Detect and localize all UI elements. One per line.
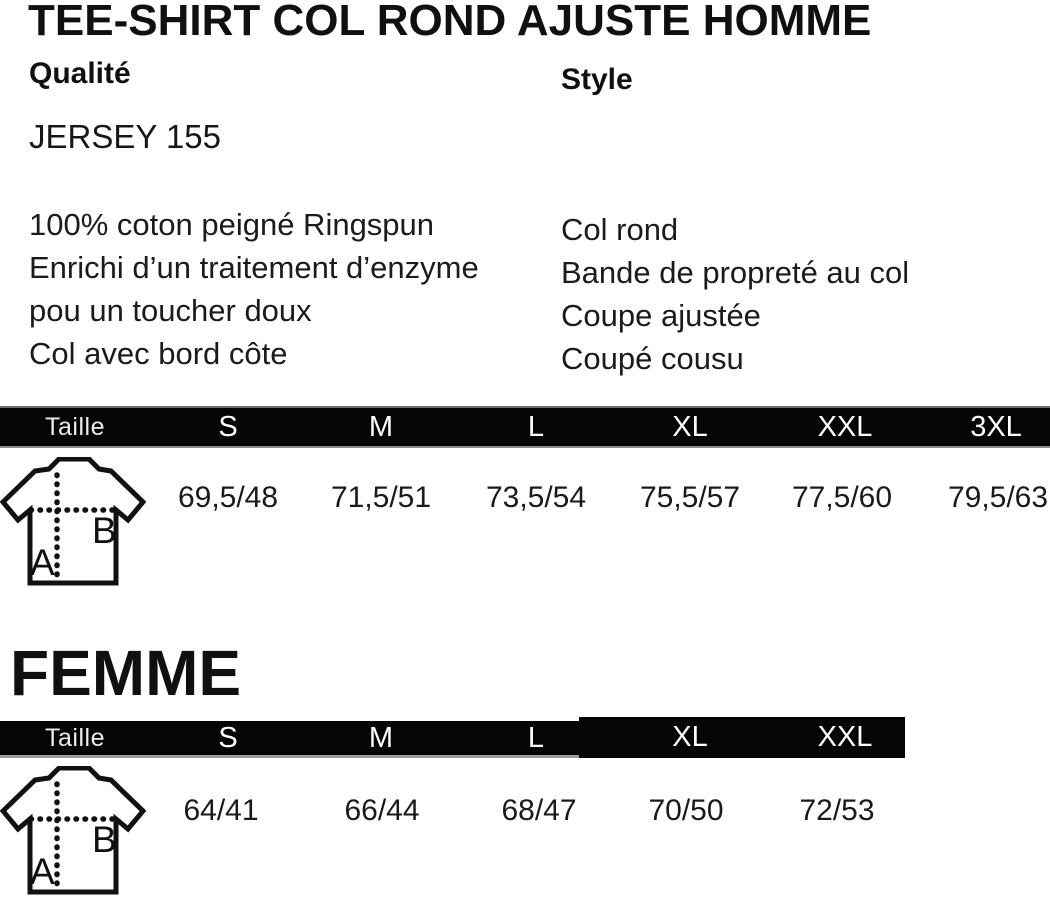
men-size-3xl: 3XL [970,410,1022,443]
quality-heading: Qualité [29,57,131,90]
length-label: A [30,542,55,583]
style-line-2: Bande de propreté au col [561,255,910,290]
women-measure-xl: 70/50 [648,794,724,827]
men-measure-l: 73,5/54 [485,481,587,514]
style-details [561,208,909,380]
fabric-name: JERSEY 155 [29,118,222,155]
men-size-s: S [218,410,238,443]
style-line-4: Coupé cousu [561,341,744,376]
quality-line-1: 100% coton peigné Ringspun [29,207,435,242]
women-size-table-header-left [0,721,579,758]
women-measure-l: 68/47 [501,794,577,827]
men-measure-3xl: 79,5/63 [947,481,1049,514]
quality-details [29,203,479,375]
men-measure-s: 69,5/48 [177,481,279,514]
quality-line-4: Col avec bord côte [29,336,288,371]
tshirt-measurement-icon [0,766,146,896]
men-measure-m: 71,5/51 [330,481,432,514]
women-measurements-row [0,792,1050,830]
men-size-m: M [368,410,394,443]
women-section-title: FEMME [10,637,242,709]
width-label: B [92,819,117,860]
men-size-l: L [527,410,545,443]
men-size-xxl: XXL [817,410,873,443]
men-size-table-header [0,406,1050,448]
men-size-label: Taille [45,412,105,441]
page-title: TEE-SHIRT COL ROND AJUSTE HOMME [28,0,872,45]
women-measure-xxl: 72/53 [799,794,875,827]
quality-line-3: pou un toucher doux [29,293,312,328]
quality-line-2: Enrichi d’un traitement d’enzyme [29,250,479,285]
men-measurements-row [0,480,1050,516]
women-size-s: S [218,721,238,754]
women-size-label: Taille [45,723,105,752]
length-label: A [30,851,55,892]
women-size-l: L [527,721,545,754]
style-heading: Style [561,63,633,96]
women-size-xl: XL [672,721,708,753]
women-size-table-header-right [579,717,905,758]
women-size-m: M [368,721,394,754]
men-measure-xxl: 77,5/60 [791,481,893,514]
women-measure-m: 66/44 [344,794,420,827]
women-size-xxl: XXL [817,721,873,753]
men-size-xl: XL [672,410,708,443]
tshirt-measurement-icon [0,457,146,587]
men-measure-xl: 75,5/57 [639,481,741,514]
style-line-1: Col rond [561,212,679,247]
width-label: B [92,510,117,551]
women-measure-s: 64/41 [183,794,259,827]
style-line-3: Coupe ajustée [561,298,761,333]
